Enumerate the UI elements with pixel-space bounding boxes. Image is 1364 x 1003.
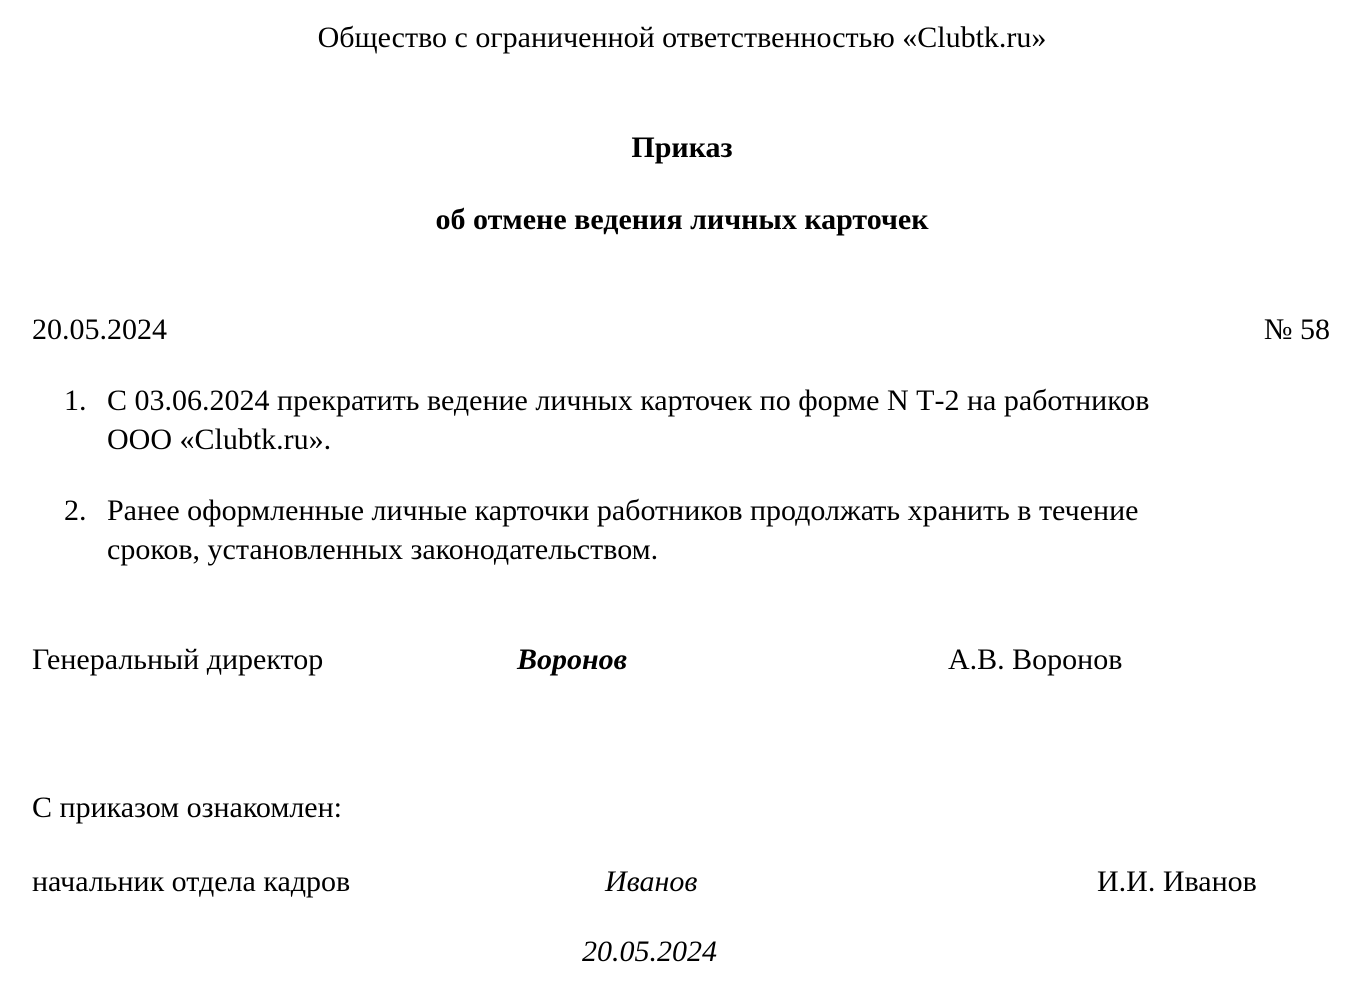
director-name: А.В. Воронов	[948, 643, 1123, 676]
order-item-number: 1.	[64, 384, 87, 417]
director-signature: Воронов	[517, 643, 628, 676]
document-title: Приказ	[631, 131, 733, 164]
order-item-text-line: Ранее оформленные личные карточки работников продолжать хранить в течение	[107, 494, 1139, 527]
document-subtitle: об отмене ведения личных карточек	[435, 203, 929, 236]
acknowledgement-label: С приказом ознакомлен:	[32, 791, 343, 824]
order-item-text-line: ООО «Clubtk.ru».	[107, 423, 332, 456]
hr-head-signature: Иванов	[605, 865, 698, 898]
order-item-text-line: С 03.06.2024 прекратить ведение личных карточек по форме N Т-2 на работников	[107, 384, 1150, 417]
hr-head-name: И.И. Иванов	[1097, 865, 1257, 898]
order-item-text-line: сроков, установленных законодательством.	[107, 533, 659, 566]
hr-head-position: начальник отдела кадров	[32, 865, 351, 898]
order-number: № 58	[1263, 313, 1330, 346]
acknowledgement-date: 20.05.2024	[582, 935, 717, 968]
order-item-number: 2.	[64, 494, 87, 527]
order-date: 20.05.2024	[32, 313, 167, 346]
organization-name: Общество с ограниченной ответственностью «Clubtk.ru»	[317, 21, 1047, 54]
director-position: Генеральный директор	[32, 643, 324, 676]
